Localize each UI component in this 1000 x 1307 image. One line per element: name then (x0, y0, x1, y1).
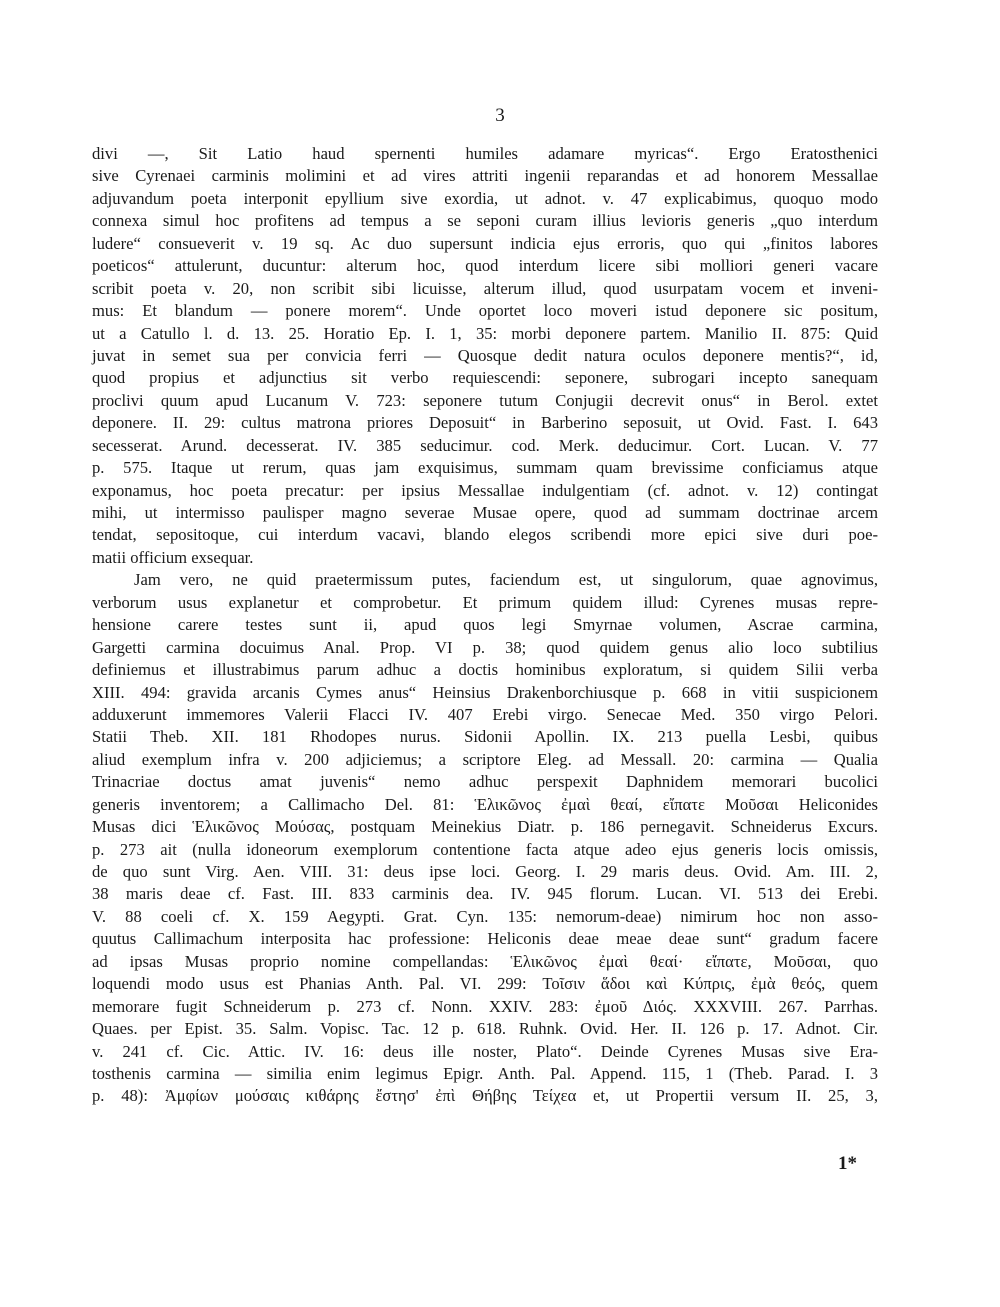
signature-mark: 1* (838, 1153, 857, 1174)
text-line: ludere“ consueverit v. 19 sq. Ac duo supersunt indicia ejus erroris, quo qui „finitos labores (92, 233, 878, 253)
text-line: p. 575. Itaque ut rerum, quas jam exquisimus, summam quam brevissime conficiamus atque (92, 458, 878, 478)
text-line: poeticos“ attulerunt, ducuntur: alterum hoc, quod interdum licere sibi molliori generi vacare (92, 256, 878, 276)
text-line: definiemus et illustrabimus parum adhuc a doctis hominibus exploratum, si quidem Silii verba (92, 660, 878, 680)
text-line: Quaes. per Epist. 35. Salm. Vopisc. Tac. 12 p. 618. Ruhnk. Ovid. Her. II. 126 p. 17. Adnot. Cir. (92, 1019, 878, 1039)
text-line: de quo sunt Virg. Aen. VIII. 31: deus ipse loci. Georg. I. 29 maris deus. Ovid. Am. III. 2, (92, 862, 878, 881)
text-line: Statii Theb. XII. 181 Rhodopes nurus. Sidonii Apollin. IX. 213 puella Lesbi, quibus (92, 727, 878, 747)
page-number: 3 (495, 105, 505, 126)
text-line: ut a Catullo l. d. 13. 25. Horatio Ep. I. 1, 35: morbi deponere partem. Manilio II. 875: Quid (92, 323, 878, 343)
paragraph-first-line: Jam vero, ne quid praetermissum putes, faciendum est, ut singulorum, quae agnovimus, (134, 570, 878, 590)
text-line: quod propius et adjunctius sit verbo requiescendi: seponere, subrogari incepto sanequam (92, 368, 878, 388)
text-line: hensione carere testes sunt ii, apud quos legi Smyrnae volumen, Ascrae carmina, (92, 615, 878, 635)
text-line: secesserat. Arund. decesserat. IV. 385 seducimur. cod. Merk. deducimur. Cort. Lucan. V. 77 (92, 435, 878, 455)
text-line: aliud exemplum infra v. 200 adjiciemus; a scriptore Eleg. ad Messall. 20: carmina — Qualia (92, 749, 878, 769)
text-line: Trinacriae doctus amat juvenis“ nemo adhuc perspexit Daphnidem memorari bucolici (92, 772, 878, 792)
text-line: ad ipsas Musas proprio nomine compellandas: Ἑλικῶνος ἐμαὶ θεαί· εἴπατε, Μοῦσαι, quo (92, 951, 878, 971)
text-line: generis inventorem; a Callimacho Del. 81: Ἑλικῶνος ἐμαὶ θεαί, εἴπατε Μοῦσαι Heliconides (92, 794, 878, 814)
text-line: connexa simul hoc profitens ad tempus a se seponi curam illius levioris generis „quo interdum (92, 211, 878, 231)
text-line: juvat in semet sua per convicia ferri — Quosque dedit natura oculos deponere mentis?“, id, (92, 345, 878, 365)
text-line: XIII. 494: gravida arcanis Cymes anus“ Heinsius Drakenborchiusque p. 668 in vitii suspicionem (92, 682, 878, 702)
text-line: sive Cyrenaei carminis molimini et ad vires attriti ingenii reparandas et ad honorem Messallae (92, 166, 878, 186)
text-line: p. 273 ait (nulla idoneorum exemplorum contentione facta atque adeo ejus generis locis omissis, (92, 839, 878, 859)
text-line: proclivi quum apud Lucanum V. 723: seponere tutum Conjugii decrevit onus“ in Berol. extet (92, 390, 878, 410)
text-line: memorare fugit Schneiderum p. 273 cf. Nonn. XXIV. 283: ἐμοῦ Διός. XXXVIII. 267. Parrhas. (92, 996, 878, 1016)
text-line: tendat, sepositoque, cui interdum vacavi, blando elegos scribendi more epici sive duri poe- (92, 525, 878, 545)
text-line: V. 88 coeli cf. X. 159 Aegypti. Grat. Cyn. 135: nemorum-deae) nimirum hoc non asso- (92, 906, 878, 926)
text-line: tosthenis carmina — similia enim legimus Epigr. Anth. Pal. Append. 115, 1 (Theb. Parad. I. 3 (92, 1063, 878, 1083)
text-line: matii officium exsequar. (92, 547, 254, 567)
body-text (92, 143, 878, 1108)
text-line: loquendi modo usus est Phanias Anth. Pal. VI. 299: Τοῖσιν ἅδοι καὶ Κύπρις, ἐμὰ θεός, quem (92, 974, 878, 994)
text-line: v. 241 cf. Cic. Attic. IV. 16: deus ille noster, Plato“. Deinde Cyrenes Musas sive Era- (92, 1041, 878, 1061)
text-line: verborum usus explanetur et comprobetur. Et primum quidem illud: Cyrenes musas repre- (92, 592, 878, 612)
text-line: scribit poeta v. 20, non scribit sibi licuisse, alterum illud, quod usurpatam vocem et inveni- (92, 278, 878, 298)
text-line: Musas dici Ἑλικῶνος Μούσας, postquam Meinekius Diatr. p. 186 pernegavit. Schneiderus Excurs. (92, 817, 878, 837)
text-line: exponamus, hoc poeta precatur: per ipsius Messallae indulgentiam (cf. adnot. v. 12) contingat (92, 480, 878, 500)
text-line: divi —, Sit Latio haud spernenti humiles adamare myricas“. Ergo Eratosthenici (92, 144, 878, 163)
text-line: adduxerunt immemores Valerii Flacci IV. 407 Erebi virgo. Senecae Med. 350 virgo Pelori. (92, 704, 878, 724)
text-line: 38 maris deae cf. Fast. III. 833 carminis dea. IV. 945 florum. Lucan. VI. 513 dei Erebi. (92, 884, 878, 904)
text-line: mihi, ut intermisso paulisper magno severae Musae opere, quod ad summam doctrinae arcem (92, 503, 878, 522)
text-line: mus: Et blandum — ponere morem“. Unde oportet loco moveri istud deponere sic positum, (92, 301, 878, 321)
text-line: adjuvandum poeta interponit epyllium sive exordia, ut adnot. v. 47 explicabimus, quoquo modo (92, 188, 878, 208)
text-line: deponere. II. 29: cultus matrona priores Deposuit“ in Barberino seposuit, ut Ovid. Fast. I. 643 (92, 413, 878, 433)
text-line: p. 48): Ἀμφίων μούσαις κιθάρης ἔστησ' ἐπὶ Θήβης Τείχεα et, ut Propertii versum II. 25, 3, (92, 1086, 878, 1106)
text-line: Gargetti carmina docuimus Anal. Prop. VI p. 38; quod quidem genus alio loco subtilius (92, 637, 878, 657)
text-line: quutus Callimachum interposita hac professione: Heliconis deae meae deae sunt“ gradum facere (92, 929, 878, 949)
